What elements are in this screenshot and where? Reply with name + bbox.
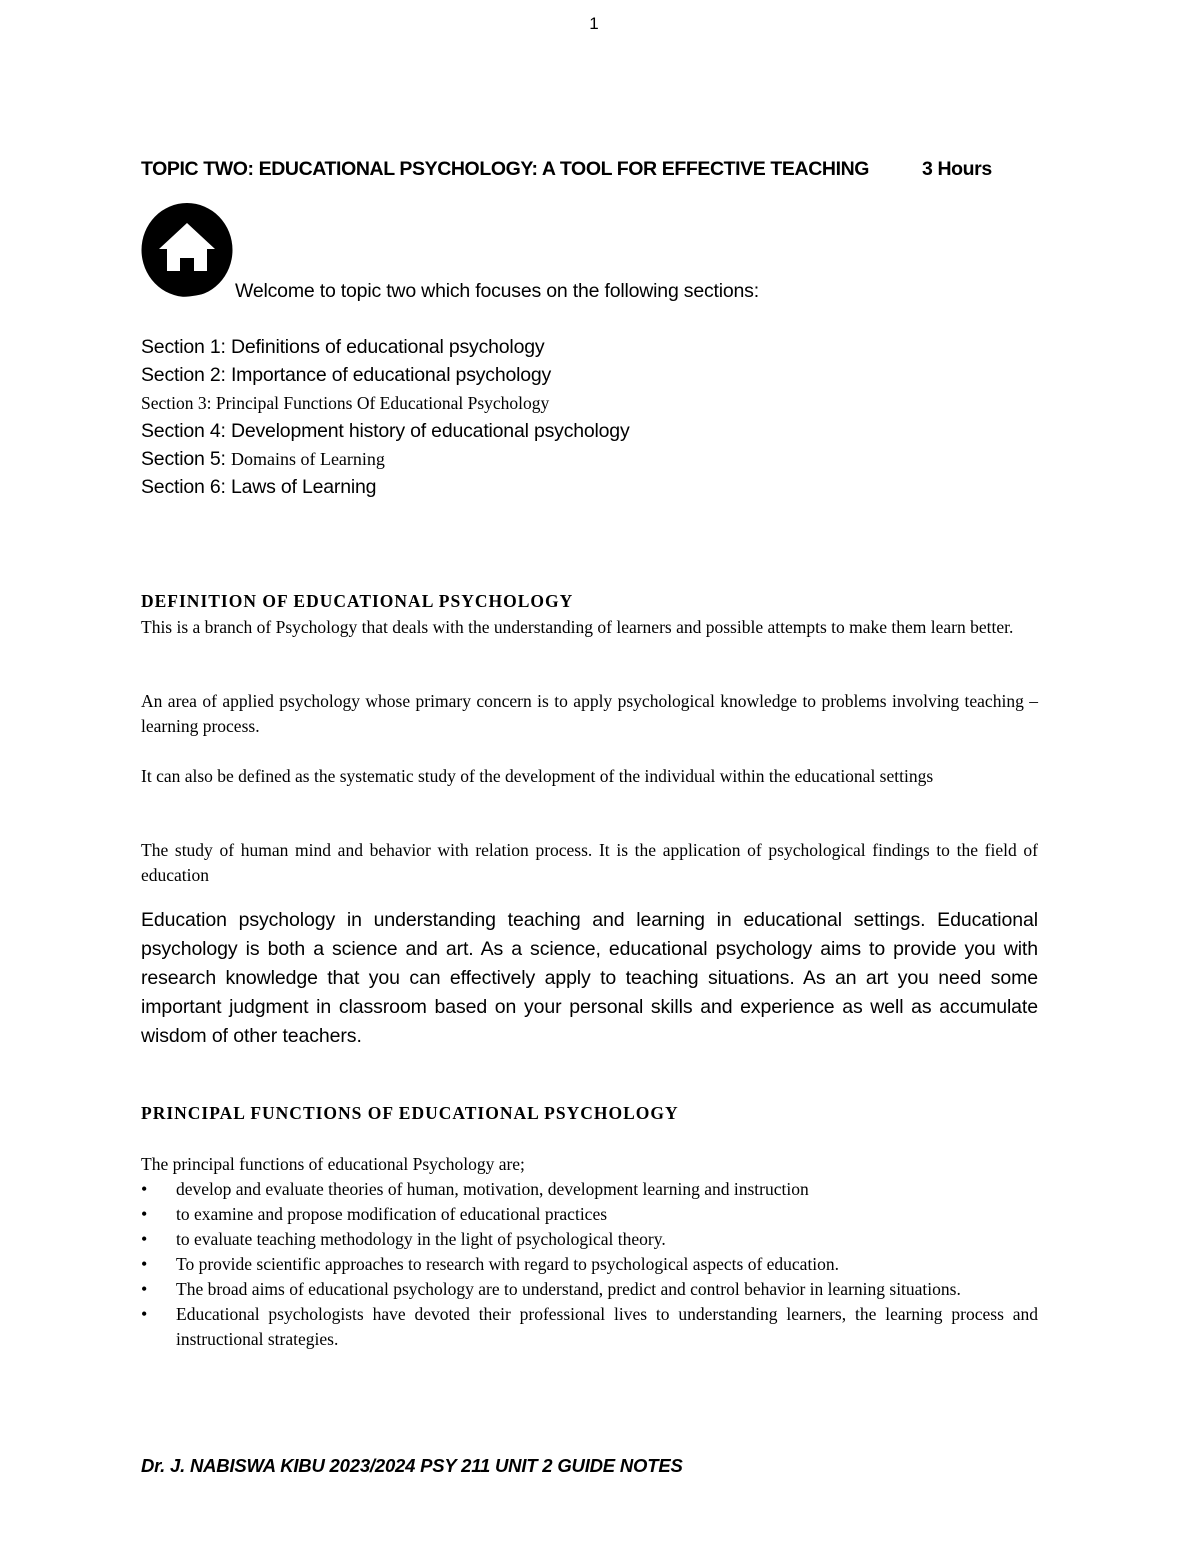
list-item: [141, 1227, 1038, 1252]
section-item: Section 2: Importance of educational psychology: [141, 364, 552, 386]
definition-summary: Education psychology in understanding teaching and learning in educational settings. Educational psychology is both a science and art. As a science, educational psychology aims to provide you with research knowledge that you can effectively apply to teaching situations. As an art you need some important judgment in classroom based on your personal skills and experience as well as accumulate wisdom of other teachers.: [141, 909, 1038, 1047]
bullet-icon: •: [141, 1179, 148, 1199]
bullet-icon: •: [141, 1279, 148, 1299]
list-item: [141, 1202, 1038, 1227]
bullet-icon: •: [141, 1304, 148, 1324]
bullet-icon: •: [141, 1254, 148, 1274]
section-item: Section 1: Definitions of educational psychology: [141, 336, 545, 358]
list-item: [141, 1252, 1038, 1277]
section-item: [141, 445, 630, 473]
functions-heading: PRINCIPAL FUNCTIONS OF EDUCATIONAL PSYCHOLOGY: [141, 1103, 679, 1123]
list-item-text: to evaluate teaching methodology in the light of psychological theory.: [176, 1229, 666, 1249]
topic-title: [141, 158, 1041, 181]
section-list: [141, 333, 630, 501]
topic-duration: 3 Hours: [922, 158, 992, 180]
definition-paragraph: It can also be defined as the systematic study of the development of the individual within the educational settings: [141, 766, 934, 786]
list-item-text: The broad aims of educational psychology are to understand, predict and control behavior in learning situations.: [176, 1279, 961, 1299]
definition-paragraph: The study of human mind and behavior with relation process. It is the application of psychological findings to the field of education: [141, 840, 1038, 885]
list-item-text: develop and evaluate theories of human, motivation, development learning and instruction: [176, 1179, 809, 1199]
list-item-text: To provide scientific approaches to research with regard to psychological aspects of education.: [176, 1254, 840, 1274]
topic-title-text: TOPIC TWO: EDUCATIONAL PSYCHOLOGY: A TOOL FOR EFFECTIVE TEACHING: [141, 158, 870, 180]
definition-paragraph: An area of applied psychology whose primary concern is to apply psychological knowledge to problems involving teaching – learning process.: [141, 691, 1038, 736]
welcome-text: Welcome to topic two which focuses on the following sections:: [235, 280, 759, 302]
definition-heading: DEFINITION OF EDUCATIONAL PSYCHOLOGY: [141, 591, 574, 611]
page-number: 1: [589, 14, 599, 33]
functions-list: [141, 1177, 1038, 1352]
section-item: Section 4: Development history of educational psychology: [141, 420, 630, 442]
list-item-text: to examine and propose modification of educational practices: [176, 1204, 608, 1224]
section-item-prefix: Section 5:: [141, 448, 231, 470]
page-footer: Dr. J. NABISWA KIBU 2023/2024 PSY 211 UNIT 2 GUIDE NOTES: [141, 1455, 683, 1476]
section-item: Section 3: Principal Functions Of Educational Psychology: [141, 393, 550, 413]
section-item-title: Domains of Learning: [230, 449, 385, 469]
list-item: [141, 1177, 1038, 1202]
bullet-icon: •: [141, 1229, 148, 1249]
functions-intro: The principal functions of educational Psychology are;: [141, 1154, 525, 1174]
definition-paragraph: This is a branch of Psychology that deals with the understanding of learners and possible attempts to make them learn better.: [141, 617, 1014, 637]
list-item-text: Educational psychologists have devoted their professional lives to understanding learners, the learning process and instructional strategies.: [176, 1304, 1038, 1349]
home-icon: [141, 203, 235, 299]
bullet-icon: •: [141, 1204, 148, 1224]
list-item: [141, 1302, 1038, 1352]
section-item: Section 6: Laws of Learning: [141, 476, 377, 498]
list-item: [141, 1277, 1038, 1302]
